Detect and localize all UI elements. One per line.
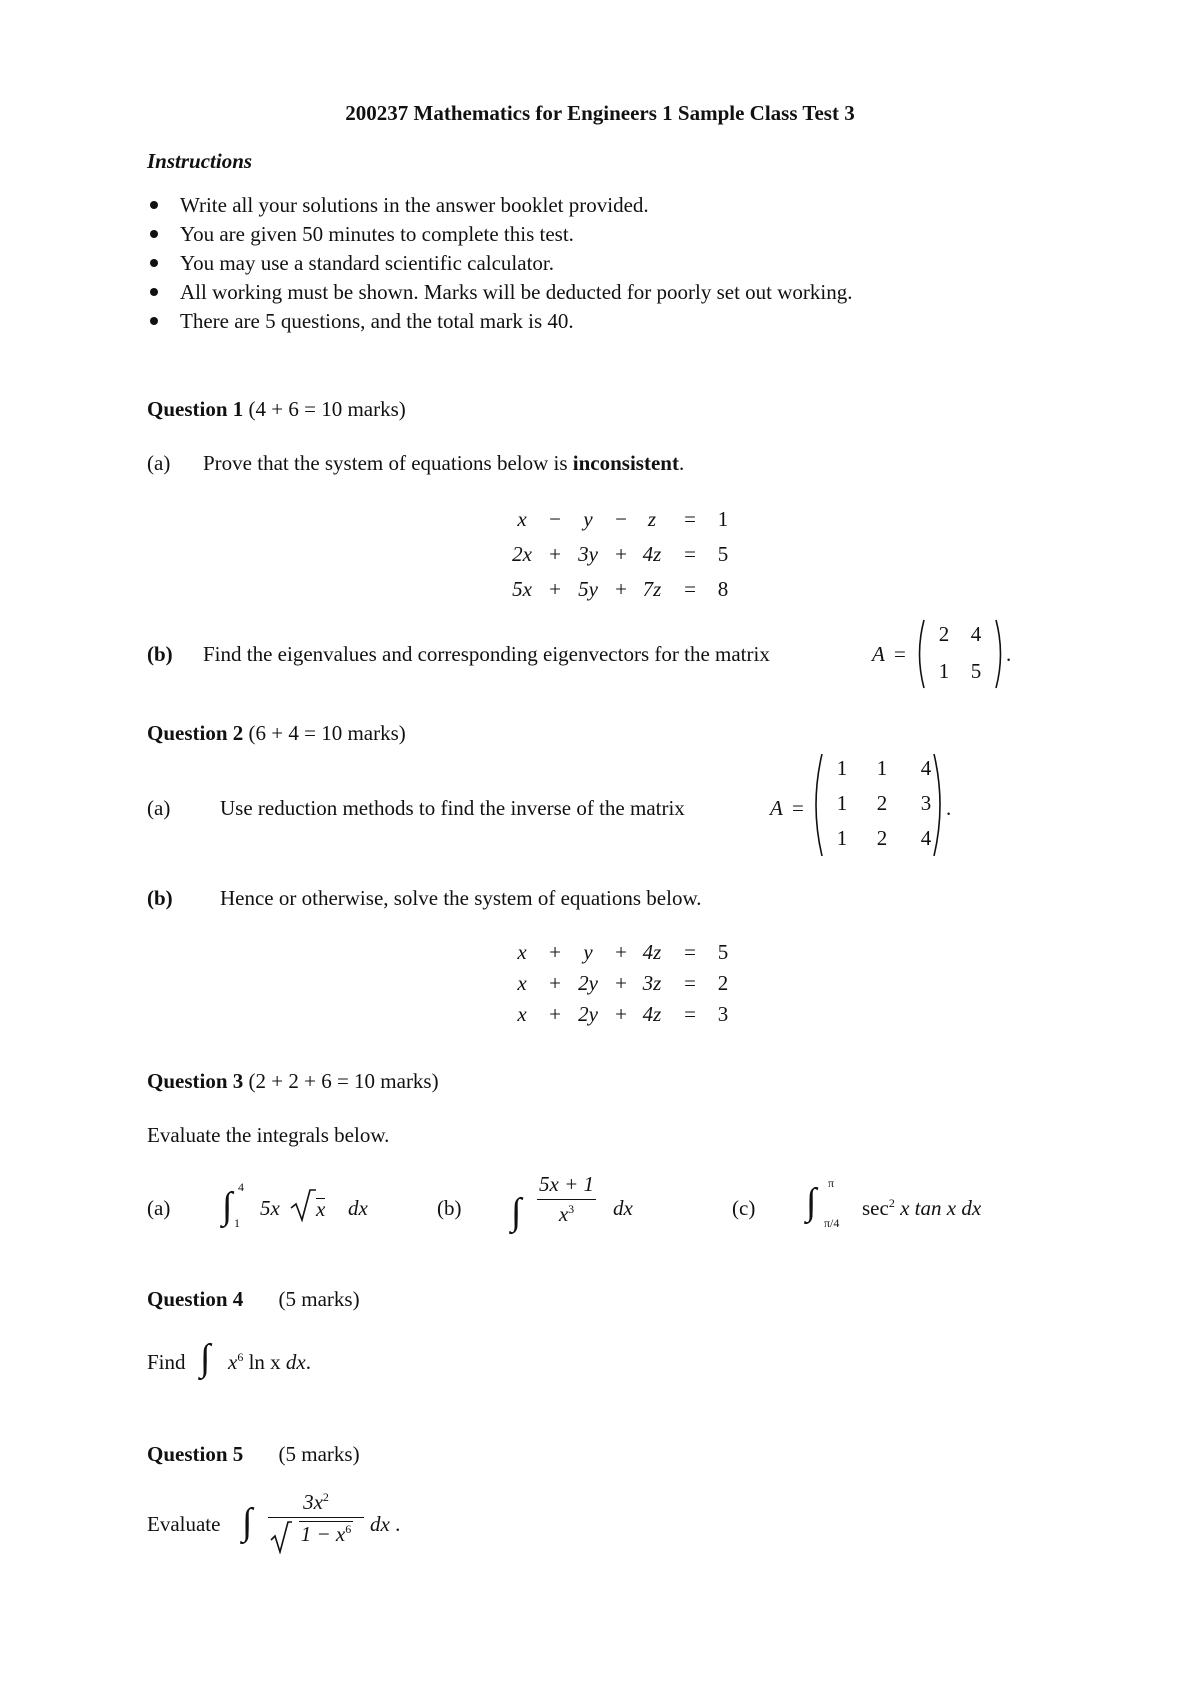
question-4-heading: Question 4 (5 marks) <box>147 1287 360 1311</box>
square-root-icon <box>290 1188 316 1222</box>
question-2b-text: Hence or otherwise, solve the system of equations below. <box>220 886 702 910</box>
integral-sign-icon: ∫ <box>200 1337 211 1379</box>
instruction-item: You are given 50 minutes to complete this test. <box>150 222 574 247</box>
instructions-heading: Instructions <box>147 149 253 173</box>
question-5-heading: Question 5 (5 marks) <box>147 1442 360 1466</box>
q1-matrix: 2 4 1 5 <box>914 618 1006 690</box>
q2-matrix-name: A <box>770 796 783 820</box>
right-paren-icon <box>932 752 946 858</box>
question-2a-text: Use reduction methods to find the inverse of the matrix <box>220 796 685 820</box>
question-3a-label: (a) <box>147 1196 171 1220</box>
page-title: 200237 Mathematics for Engineers 1 Sample Class Test 3 <box>345 101 855 125</box>
integral-sign-icon: ∫ <box>242 1501 253 1543</box>
question-1-heading: Question 1 (4 + 6 = 10 marks) <box>147 397 406 421</box>
instruction-item: You may use a standard scientific calculator. <box>150 251 554 276</box>
question-3-heading: Question 3 (2 + 2 + 6 = 10 marks) <box>147 1069 439 1093</box>
q2-period: . <box>946 796 952 820</box>
instruction-item: There are 5 questions, and the total mark is 40. <box>150 309 574 334</box>
question-2a-label: (a) <box>147 796 171 820</box>
q1-period: . <box>1006 642 1012 666</box>
integral-sign-icon: ∫ <box>806 1181 817 1223</box>
question-2-heading: Question 2 (6 + 4 = 10 marks) <box>147 721 406 745</box>
bullet-icon <box>150 259 158 267</box>
integral-sign-icon: ∫ <box>511 1191 522 1233</box>
question-3b-label: (b) <box>437 1196 462 1220</box>
question-1b-label: (b) <box>147 642 173 666</box>
q3a-integral: ∫ 4 1 5x x dx <box>222 1180 368 1230</box>
instruction-item: All working must be shown. Marks will be deducted for poorly set out working. <box>150 280 853 305</box>
q2-equation-system: x + y + 4z = 5 x + 2y + 3z = 2 x + 2y + 4z = 3 <box>517 940 729 1026</box>
bullet-icon <box>150 230 158 238</box>
bullet-icon <box>150 317 158 325</box>
left-paren-icon <box>914 618 926 690</box>
question-3-intro: Evaluate the integrals below. <box>147 1123 390 1147</box>
q4-find: Find <box>147 1350 186 1374</box>
q2-equals: = <box>792 796 804 820</box>
q5-evaluate: Evaluate <box>147 1512 221 1536</box>
q1-equals: = <box>894 642 906 666</box>
question-1a-text: Prove that the system of equations below is inconsistent. <box>203 451 685 475</box>
instruction-item: Write all your solutions in the answer booklet provided. <box>150 193 649 218</box>
square-root-icon <box>270 1520 292 1554</box>
q2-matrix: 1 1 4 1 2 3 1 2 4 <box>810 752 944 858</box>
right-paren-icon <box>994 618 1006 690</box>
question-1a-label: (a) <box>147 451 171 475</box>
q1-matrix-name: A <box>872 642 885 666</box>
question-2b-label: (b) <box>147 886 173 910</box>
q5-integral: ∫ $3x^2$ $1 - x^6$ dx . <box>242 1490 422 1570</box>
bullet-icon <box>150 201 158 209</box>
q1-equation-system: x − y − z = 1 2x + 3y + 4z = 5 5x + 5y + 7z = 8 <box>512 507 729 601</box>
integral-sign-icon: ∫ <box>222 1185 233 1227</box>
question-3c-label: (c) <box>732 1196 756 1220</box>
question-1b-text: Find the eigenvalues and corresponding eigenvectors for the matrix <box>203 642 770 666</box>
left-paren-icon <box>810 752 824 858</box>
q3c-integral: ∫ π π/4 $\sec^2 x$ tan x dx <box>806 1176 982 1230</box>
bullet-icon <box>150 288 158 296</box>
